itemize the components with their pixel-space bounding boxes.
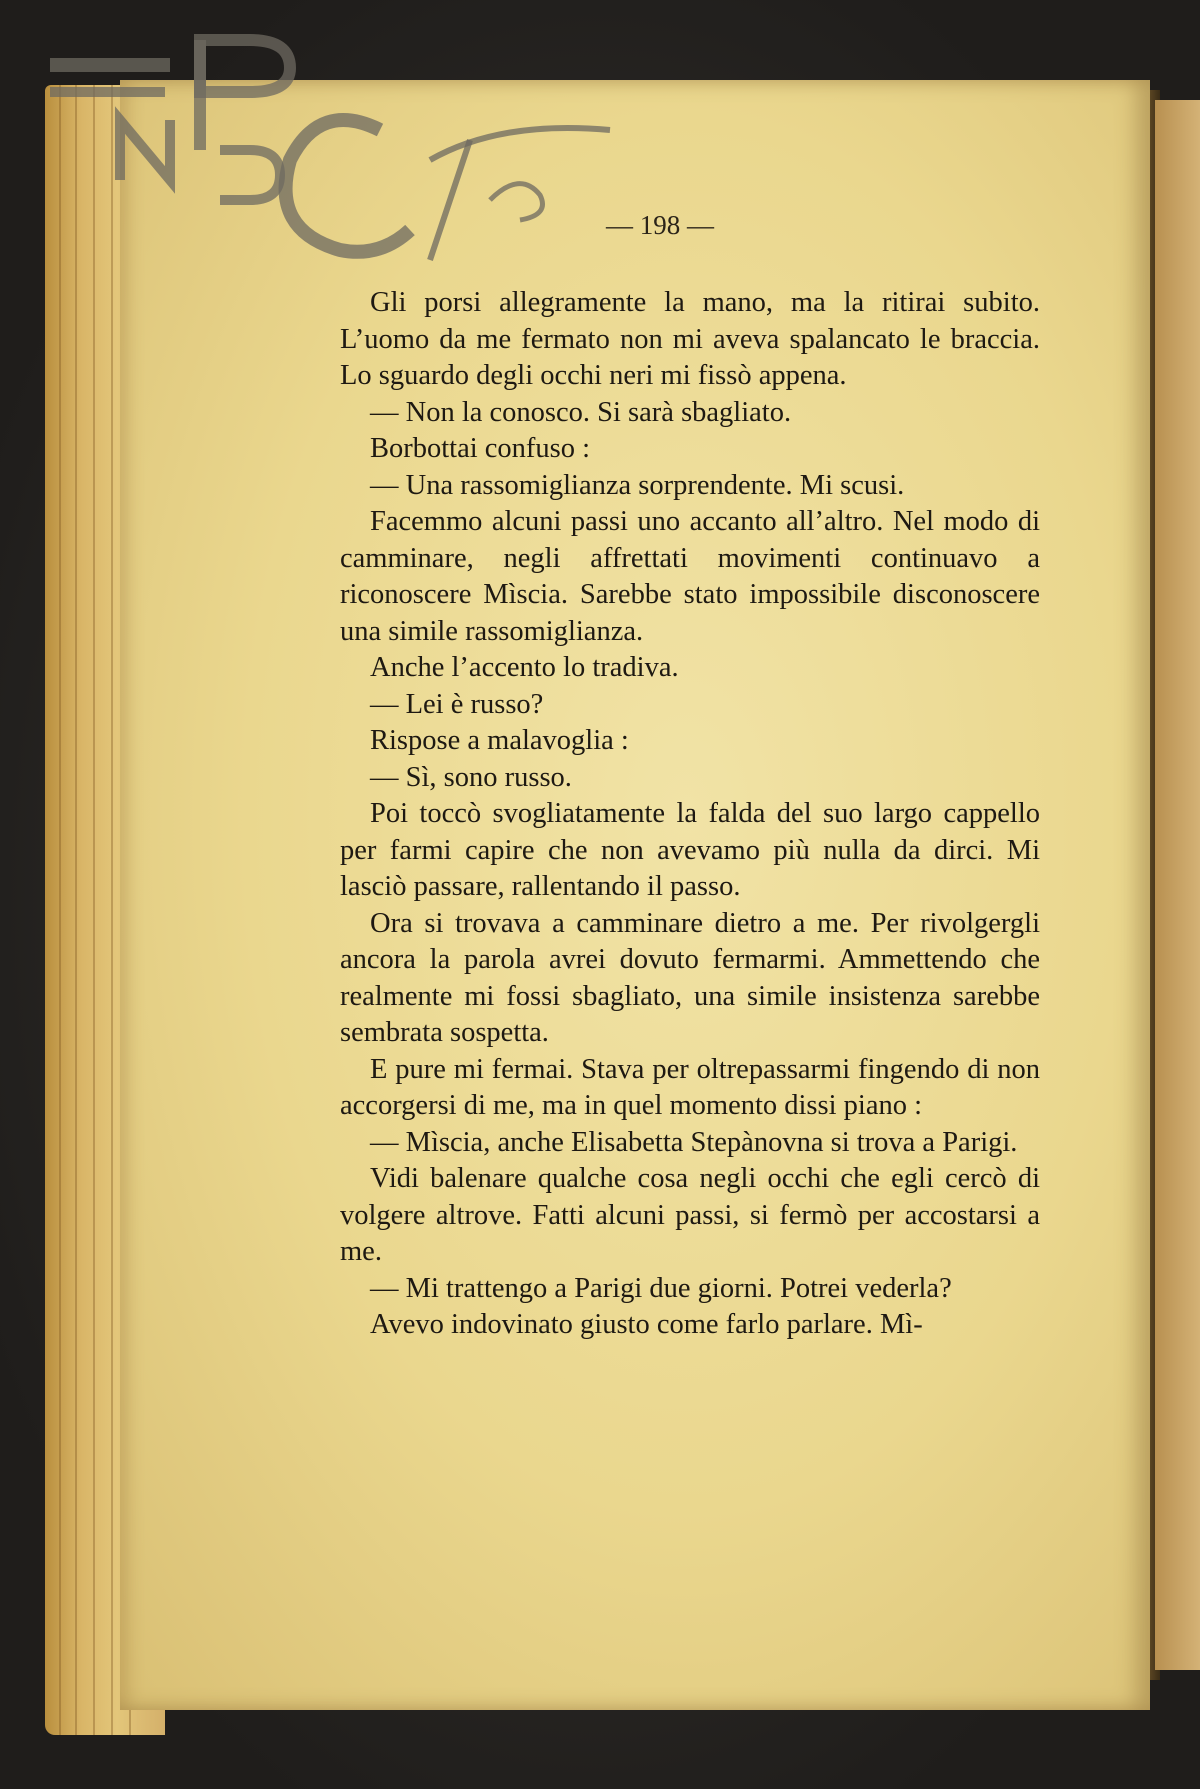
paragraph: E pure mi fermai. Stava per oltrepassarmi fingendo di non accorgersi di me, ma in quel momento dissi piano : — [340, 1053, 1040, 1121]
dialogue-line: — Una rassomiglianza sorprendente. Mi scusi. — [370, 469, 905, 501]
paragraph: Avevo indovinato giusto come farlo parlare. Mì- — [370, 1309, 923, 1340]
dialogue-line: — Mi trattengo a Parigi due giorni. Potrei vederla? — [370, 1272, 952, 1304]
page-number: — 198 — — [606, 210, 714, 240]
facing-page — [1155, 100, 1200, 1670]
paragraph: Poi toccò svogliatamente la falda del suo largo cappello per farmi capire che non avevamo più nulla da dirci. Mi lasciò passare, rallentando il passo. — [340, 798, 1040, 902]
body-text — [340, 285, 1040, 1344]
paragraph: Facemmo alcuni passi uno accanto all’altro. Nel modo di camminare, negli affrettati movimenti continuavo a riconoscere Mìscia. Sarebbe stato impossibile disconoscere una simile rassomiglianza. — [340, 506, 1040, 647]
dialogue-line: — Non la conosco. Si sarà sbagliato. — [370, 396, 792, 428]
dialogue-line: — Lei è russo? — [370, 688, 544, 720]
paragraph: Gli porsi allegramente la mano, ma la ritirai subito. L’uomo da me fermato non mi aveva spalancato le braccia. Lo sguardo degli occhi neri mi fissò appena. — [340, 287, 1040, 391]
library-watermark-logo — [50, 20, 690, 280]
dialogue-line: — Mìscia, anche Elisabetta Stepànovna si trova a Parigi. — [370, 1126, 1018, 1158]
paragraph: Ora si trovava a camminare dietro a me. Per rivolgergli ancora la parola avrei dovuto fermarmi. Ammettendo che realmente mi fossi sbagliato, una simile insistenza sarebbe sembrata sospetta. — [340, 907, 1040, 1048]
paragraph: Vidi balenare qualche cosa negli occhi che egli cercò di volgere altrove. Fatti alcuni passi, si fermò per accostarsi a me. — [340, 1163, 1040, 1267]
dialogue-line: — Sì, sono russo. — [370, 761, 572, 793]
paragraph: Anche l’accento lo tradiva. — [370, 652, 679, 683]
paragraph: Borbottai confuso : — [370, 433, 591, 464]
paragraph: Rispose a malavoglia : — [370, 725, 629, 756]
